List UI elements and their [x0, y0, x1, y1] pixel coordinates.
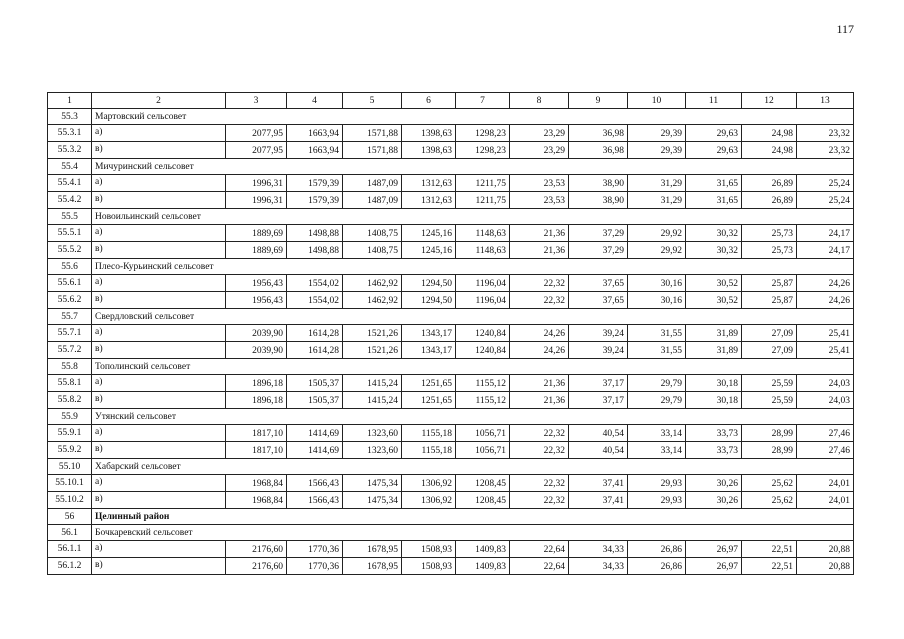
value-cell: 1487,09	[343, 175, 402, 192]
table-row	[48, 492, 854, 509]
value-cell: 26,86	[628, 558, 686, 575]
value-cell: 1896,18	[226, 392, 287, 409]
value-cell: 29,63	[686, 125, 742, 142]
value-cell: 1571,88	[343, 125, 402, 142]
value-cell: 40,54	[569, 442, 628, 459]
value-cell: 22,32	[510, 442, 569, 459]
section-title: Мартовский сельсовет	[92, 109, 854, 125]
value-cell: 1475,34	[343, 492, 402, 509]
value-cell: 26,89	[742, 175, 797, 192]
value-cell: 1415,24	[343, 375, 402, 392]
value-cell: 34,33	[569, 541, 628, 558]
value-cell: 25,41	[797, 325, 854, 342]
table-row	[48, 425, 854, 442]
header-cell: 11	[686, 93, 742, 109]
value-cell: 30,52	[686, 292, 742, 309]
header-row	[48, 93, 854, 109]
value-cell: 1678,95	[343, 541, 402, 558]
value-cell: 1306,92	[402, 492, 456, 509]
value-cell: 1211,75	[456, 175, 510, 192]
row-letter: в)	[92, 442, 226, 459]
value-cell: 30,16	[628, 275, 686, 292]
value-cell: 1196,04	[456, 292, 510, 309]
table-row	[48, 442, 854, 459]
row-code: 55.4.1	[48, 175, 92, 192]
value-cell: 39,24	[569, 342, 628, 359]
section-title: Мичуринский сельсовет	[92, 159, 854, 175]
value-cell: 22,32	[510, 425, 569, 442]
value-cell: 1770,36	[287, 541, 343, 558]
value-cell: 23,29	[510, 142, 569, 159]
row-code: 55.9.1	[48, 425, 92, 442]
value-cell: 1508,93	[402, 541, 456, 558]
section-title: Свердловский сельсовет	[92, 309, 854, 325]
value-cell: 33,73	[686, 425, 742, 442]
value-cell: 1614,28	[287, 325, 343, 342]
value-cell: 1663,94	[287, 142, 343, 159]
value-cell: 24,26	[797, 275, 854, 292]
value-cell: 24,26	[510, 342, 569, 359]
value-cell: 1323,60	[343, 425, 402, 442]
value-cell: 1251,65	[402, 375, 456, 392]
value-cell: 22,64	[510, 558, 569, 575]
value-cell: 23,29	[510, 125, 569, 142]
value-cell: 22,32	[510, 292, 569, 309]
row-code: 55.3.1	[48, 125, 92, 142]
value-cell: 1343,17	[402, 342, 456, 359]
value-cell: 31,65	[686, 192, 742, 209]
value-cell: 2039,90	[226, 325, 287, 342]
tariff-table	[47, 92, 854, 575]
row-code: 55.4.2	[48, 192, 92, 209]
value-cell: 25,87	[742, 292, 797, 309]
table-row	[48, 375, 854, 392]
row-letter: в)	[92, 192, 226, 209]
value-cell: 1956,43	[226, 275, 287, 292]
row-letter: в)	[92, 292, 226, 309]
section-title: Новоильинский сельсовет	[92, 209, 854, 225]
value-cell: 1968,84	[226, 492, 287, 509]
row-code: 55.10	[48, 459, 92, 475]
value-cell: 37,17	[569, 392, 628, 409]
value-cell: 1817,10	[226, 442, 287, 459]
value-cell: 1240,84	[456, 342, 510, 359]
value-cell: 30,18	[686, 375, 742, 392]
value-cell: 30,52	[686, 275, 742, 292]
value-cell: 25,73	[742, 242, 797, 259]
value-cell: 36,98	[569, 142, 628, 159]
value-cell: 1505,37	[287, 392, 343, 409]
row-code: 55.5.1	[48, 225, 92, 242]
table-row	[48, 392, 854, 409]
table-body	[48, 93, 854, 575]
value-cell: 24,26	[797, 292, 854, 309]
row-code: 55.6.1	[48, 275, 92, 292]
row-letter: в)	[92, 558, 226, 575]
row-code: 55.3.2	[48, 142, 92, 159]
value-cell: 1298,23	[456, 125, 510, 142]
value-cell: 21,36	[510, 225, 569, 242]
table-row	[48, 342, 854, 359]
value-cell: 22,32	[510, 475, 569, 492]
value-cell: 25,87	[742, 275, 797, 292]
value-cell: 1554,02	[287, 275, 343, 292]
value-cell: 29,63	[686, 142, 742, 159]
value-cell: 30,32	[686, 225, 742, 242]
value-cell: 1462,92	[343, 292, 402, 309]
table-row	[48, 475, 854, 492]
value-cell: 21,36	[510, 392, 569, 409]
value-cell: 1245,16	[402, 242, 456, 259]
row-code: 56.1.1	[48, 541, 92, 558]
value-cell: 23,53	[510, 192, 569, 209]
value-cell: 22,32	[510, 492, 569, 509]
row-code: 55.3	[48, 109, 92, 125]
row-code: 56	[48, 509, 92, 525]
value-cell: 24,17	[797, 242, 854, 259]
value-cell: 30,26	[686, 492, 742, 509]
value-cell: 25,73	[742, 225, 797, 242]
value-cell: 23,32	[797, 142, 854, 159]
row-code: 55.7.2	[48, 342, 92, 359]
value-cell: 24,03	[797, 375, 854, 392]
value-cell: 25,41	[797, 342, 854, 359]
value-cell: 37,41	[569, 492, 628, 509]
value-cell: 25,62	[742, 475, 797, 492]
value-cell: 38,90	[569, 192, 628, 209]
table-row	[48, 142, 854, 159]
value-cell: 1251,65	[402, 392, 456, 409]
value-cell: 1155,18	[402, 442, 456, 459]
header-cell: 13	[797, 93, 854, 109]
value-cell: 20,88	[797, 558, 854, 575]
value-cell: 30,26	[686, 475, 742, 492]
header-cell: 3	[226, 93, 287, 109]
value-cell: 1409,83	[456, 541, 510, 558]
row-code: 55.9	[48, 409, 92, 425]
value-cell: 1211,75	[456, 192, 510, 209]
value-cell: 29,39	[628, 142, 686, 159]
row-code: 55.10.2	[48, 492, 92, 509]
value-cell: 1996,31	[226, 192, 287, 209]
header-cell: 12	[742, 93, 797, 109]
row-code: 55.6	[48, 259, 92, 275]
value-cell: 33,73	[686, 442, 742, 459]
row-code: 55.8.2	[48, 392, 92, 409]
value-cell: 1475,34	[343, 475, 402, 492]
value-cell: 28,99	[742, 442, 797, 459]
row-letter: а)	[92, 541, 226, 558]
value-cell: 23,32	[797, 125, 854, 142]
table-row	[48, 541, 854, 558]
table-row	[48, 325, 854, 342]
section-row	[48, 359, 854, 375]
row-letter: а)	[92, 275, 226, 292]
section-row	[48, 409, 854, 425]
value-cell: 1498,88	[287, 225, 343, 242]
row-letter: а)	[92, 375, 226, 392]
value-cell: 2176,60	[226, 541, 287, 558]
value-cell: 1056,71	[456, 425, 510, 442]
value-cell: 22,51	[742, 541, 797, 558]
value-cell: 1889,69	[226, 242, 287, 259]
header-cell: 2	[92, 93, 226, 109]
table-row	[48, 192, 854, 209]
table-row	[48, 242, 854, 259]
value-cell: 26,86	[628, 541, 686, 558]
value-cell: 27,09	[742, 325, 797, 342]
section-row	[48, 159, 854, 175]
value-cell: 2176,60	[226, 558, 287, 575]
value-cell: 1817,10	[226, 425, 287, 442]
value-cell: 24,03	[797, 392, 854, 409]
value-cell: 31,55	[628, 342, 686, 359]
value-cell: 1896,18	[226, 375, 287, 392]
value-cell: 2077,95	[226, 142, 287, 159]
value-cell: 31,89	[686, 325, 742, 342]
header-cell: 10	[628, 93, 686, 109]
table-row	[48, 558, 854, 575]
section-row	[48, 459, 854, 475]
value-cell: 31,65	[686, 175, 742, 192]
value-cell: 27,46	[797, 425, 854, 442]
value-cell: 24,26	[510, 325, 569, 342]
value-cell: 1579,39	[287, 175, 343, 192]
value-cell: 1614,28	[287, 342, 343, 359]
value-cell: 29,92	[628, 225, 686, 242]
value-cell: 1508,93	[402, 558, 456, 575]
section-title: Утянский сельсовет	[92, 409, 854, 425]
row-code: 55.8	[48, 359, 92, 375]
value-cell: 21,36	[510, 375, 569, 392]
value-cell: 31,89	[686, 342, 742, 359]
value-cell: 29,93	[628, 492, 686, 509]
value-cell: 22,64	[510, 541, 569, 558]
value-cell: 1521,26	[343, 342, 402, 359]
value-cell: 39,24	[569, 325, 628, 342]
value-cell: 24,98	[742, 142, 797, 159]
value-cell: 36,98	[569, 125, 628, 142]
value-cell: 1571,88	[343, 142, 402, 159]
table-row	[48, 275, 854, 292]
header-cell: 9	[569, 93, 628, 109]
value-cell: 1566,43	[287, 492, 343, 509]
value-cell: 1956,43	[226, 292, 287, 309]
section-row	[48, 525, 854, 541]
value-cell: 1889,69	[226, 225, 287, 242]
value-cell: 28,99	[742, 425, 797, 442]
value-cell: 25,24	[797, 192, 854, 209]
value-cell: 1155,12	[456, 392, 510, 409]
row-code: 55.7	[48, 309, 92, 325]
value-cell: 27,09	[742, 342, 797, 359]
header-cell: 5	[343, 93, 402, 109]
value-cell: 1408,75	[343, 242, 402, 259]
value-cell: 25,59	[742, 392, 797, 409]
value-cell: 1148,63	[456, 242, 510, 259]
value-cell: 26,97	[686, 541, 742, 558]
section-row	[48, 509, 854, 525]
value-cell: 1554,02	[287, 292, 343, 309]
section-title: Хабарский сельсовет	[92, 459, 854, 475]
row-letter: в)	[92, 142, 226, 159]
value-cell: 1208,45	[456, 475, 510, 492]
header-cell: 7	[456, 93, 510, 109]
value-cell: 25,24	[797, 175, 854, 192]
table-row	[48, 292, 854, 309]
value-cell: 30,16	[628, 292, 686, 309]
value-cell: 33,14	[628, 425, 686, 442]
row-code: 55.5.2	[48, 242, 92, 259]
value-cell: 29,79	[628, 375, 686, 392]
row-code: 56.1.2	[48, 558, 92, 575]
value-cell: 1408,75	[343, 225, 402, 242]
value-cell: 1521,26	[343, 325, 402, 342]
value-cell: 1298,23	[456, 142, 510, 159]
value-cell: 1343,17	[402, 325, 456, 342]
value-cell: 37,65	[569, 275, 628, 292]
value-cell: 1415,24	[343, 392, 402, 409]
value-cell: 1968,84	[226, 475, 287, 492]
value-cell: 34,33	[569, 558, 628, 575]
value-cell: 1678,95	[343, 558, 402, 575]
row-letter: в)	[92, 342, 226, 359]
row-letter: а)	[92, 475, 226, 492]
value-cell: 1566,43	[287, 475, 343, 492]
value-cell: 1579,39	[287, 192, 343, 209]
value-cell: 1148,63	[456, 225, 510, 242]
section-row	[48, 109, 854, 125]
value-cell: 1245,16	[402, 225, 456, 242]
value-cell: 1208,45	[456, 492, 510, 509]
value-cell: 1294,50	[402, 292, 456, 309]
row-code: 55.8.1	[48, 375, 92, 392]
section-row	[48, 309, 854, 325]
value-cell: 1414,69	[287, 425, 343, 442]
row-code: 55.5	[48, 209, 92, 225]
value-cell: 1398,63	[402, 142, 456, 159]
value-cell: 21,36	[510, 242, 569, 259]
value-cell: 1312,63	[402, 192, 456, 209]
row-letter: а)	[92, 325, 226, 342]
value-cell: 37,65	[569, 292, 628, 309]
value-cell: 29,92	[628, 242, 686, 259]
value-cell: 33,14	[628, 442, 686, 459]
value-cell: 20,88	[797, 541, 854, 558]
row-code: 56.1	[48, 525, 92, 541]
value-cell: 1240,84	[456, 325, 510, 342]
section-title: Плесо-Курьинский сельсовет	[92, 259, 854, 275]
value-cell: 2039,90	[226, 342, 287, 359]
value-cell: 1409,83	[456, 558, 510, 575]
value-cell: 1462,92	[343, 275, 402, 292]
value-cell: 1056,71	[456, 442, 510, 459]
value-cell: 1155,18	[402, 425, 456, 442]
value-cell: 29,79	[628, 392, 686, 409]
value-cell: 30,18	[686, 392, 742, 409]
value-cell: 30,32	[686, 242, 742, 259]
row-letter: а)	[92, 175, 226, 192]
value-cell: 1155,12	[456, 375, 510, 392]
value-cell: 1306,92	[402, 475, 456, 492]
value-cell: 1312,63	[402, 175, 456, 192]
section-title: Бочкаревский сельсовет	[92, 525, 854, 541]
value-cell: 1487,09	[343, 192, 402, 209]
row-code: 55.6.2	[48, 292, 92, 309]
value-cell: 37,41	[569, 475, 628, 492]
value-cell: 1323,60	[343, 442, 402, 459]
header-cell: 8	[510, 93, 569, 109]
value-cell: 25,59	[742, 375, 797, 392]
value-cell: 27,46	[797, 442, 854, 459]
value-cell: 25,62	[742, 492, 797, 509]
value-cell: 37,29	[569, 225, 628, 242]
value-cell: 1498,88	[287, 242, 343, 259]
value-cell: 22,32	[510, 275, 569, 292]
value-cell: 1398,63	[402, 125, 456, 142]
value-cell: 24,01	[797, 475, 854, 492]
section-row	[48, 259, 854, 275]
row-letter: а)	[92, 125, 226, 142]
row-letter: в)	[92, 392, 226, 409]
row-letter: а)	[92, 225, 226, 242]
section-title: Тополинский сельсовет	[92, 359, 854, 375]
value-cell: 23,53	[510, 175, 569, 192]
value-cell: 38,90	[569, 175, 628, 192]
value-cell: 31,29	[628, 192, 686, 209]
row-code: 55.4	[48, 159, 92, 175]
row-letter: в)	[92, 492, 226, 509]
section-row	[48, 209, 854, 225]
value-cell: 29,93	[628, 475, 686, 492]
header-cell: 1	[48, 93, 92, 109]
value-cell: 1294,50	[402, 275, 456, 292]
value-cell: 1414,69	[287, 442, 343, 459]
value-cell: 31,29	[628, 175, 686, 192]
value-cell: 2077,95	[226, 125, 287, 142]
value-cell: 37,29	[569, 242, 628, 259]
header-cell: 4	[287, 93, 343, 109]
row-letter: а)	[92, 425, 226, 442]
value-cell: 24,17	[797, 225, 854, 242]
value-cell: 24,98	[742, 125, 797, 142]
value-cell: 22,51	[742, 558, 797, 575]
value-cell: 1196,04	[456, 275, 510, 292]
table-row	[48, 175, 854, 192]
page-number: 117	[836, 22, 854, 36]
value-cell: 24,01	[797, 492, 854, 509]
value-cell: 31,55	[628, 325, 686, 342]
value-cell: 29,39	[628, 125, 686, 142]
value-cell: 1505,37	[287, 375, 343, 392]
section-title: Целинный район	[92, 509, 854, 525]
row-code: 55.7.1	[48, 325, 92, 342]
row-letter: в)	[92, 242, 226, 259]
value-cell: 40,54	[569, 425, 628, 442]
value-cell: 1770,36	[287, 558, 343, 575]
row-code: 55.9.2	[48, 442, 92, 459]
value-cell: 26,97	[686, 558, 742, 575]
row-code: 55.10.1	[48, 475, 92, 492]
header-cell: 6	[402, 93, 456, 109]
value-cell: 1996,31	[226, 175, 287, 192]
table-row	[48, 225, 854, 242]
table-row	[48, 125, 854, 142]
value-cell: 37,17	[569, 375, 628, 392]
value-cell: 26,89	[742, 192, 797, 209]
value-cell: 1663,94	[287, 125, 343, 142]
